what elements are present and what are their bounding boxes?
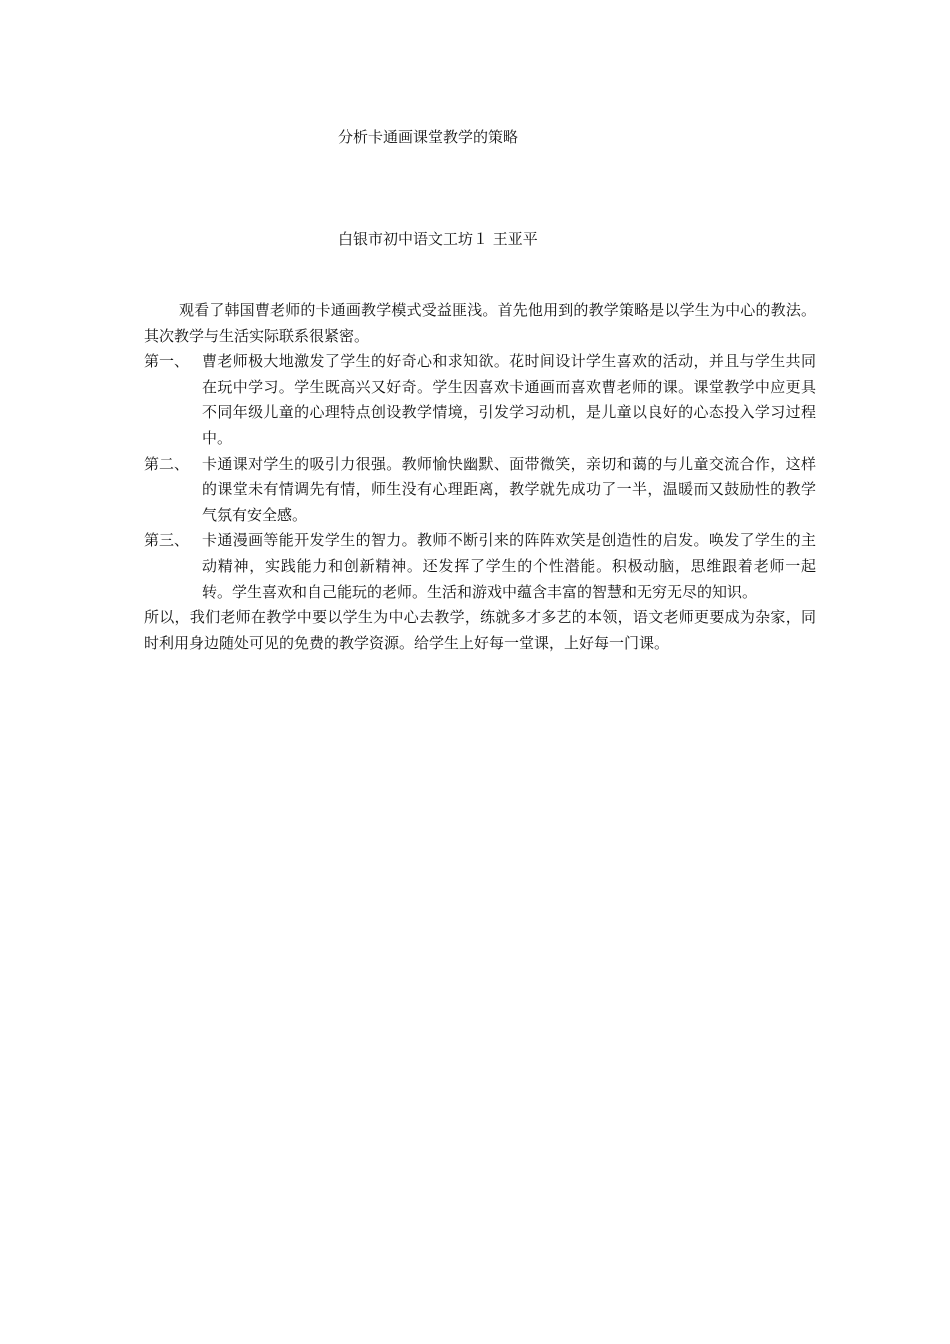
list-item-second <box>144 452 816 529</box>
intro-paragraph: 观看了韩国曹老师的卡通画教学模式受益匪浅。首先他用到的教学策略是以学生为中心的教法。其次教学与生活实际联系很紧密。 <box>144 301 816 345</box>
list-item-text: 卡通课对学生的吸引力很强。教师愉快幽默、面带微笑，亲切和蔼的与儿童交流合作，这样的课堂未有情调先有情，师生没有心理距离，教学就先成功了一半，温暖而又鼓励性的教学气氛有安全感。 <box>202 454 816 524</box>
list-item-text: 曹老师极大地激发了学生的好奇心和求知欲。花时间设计学生喜欢的活动，并且与学生共同在玩中学习。学生既高兴又好奇。学生因喜欢卡通画而喜欢曹老师的课。课堂教学中应更具不同年级儿童的心理特点创设教学情境，引发学习动机，是儿童以良好的心态投入学习过程中。 <box>202 352 816 447</box>
list-item-text: 卡通漫画等能开发学生的智力。教师不断引来的阵阵欢笑是创造性的启发。唤发了学生的主动精神，实践能力和创新精神。还发挥了学生的个性潜能。积极动脑，思维跟着老师一起转。学生喜欢和自己能玩的老师。生活和游戏中蕴含丰富的智慧和无穷无尽的知识。 <box>202 531 816 601</box>
list-item-third <box>144 528 816 605</box>
document-title: 分析卡通画课堂教学的策略 <box>338 128 519 146</box>
list-marker: 第一、 <box>144 352 190 371</box>
list-marker: 第三、 <box>144 531 190 550</box>
list-marker: 第二、 <box>144 454 190 473</box>
list-item-first <box>144 349 816 451</box>
author-line: 白银市初中语文工坊１ 王亚平 <box>338 230 538 248</box>
closing-paragraph: 所以，我们老师在教学中要以学生为中心去教学，练就多才多艺的本领，语文老师更要成为杂家，同时利用身边随处可见的免费的教学资源。给学生上好每一堂课，上好每一门课。 <box>144 608 816 652</box>
document-body <box>144 298 816 656</box>
